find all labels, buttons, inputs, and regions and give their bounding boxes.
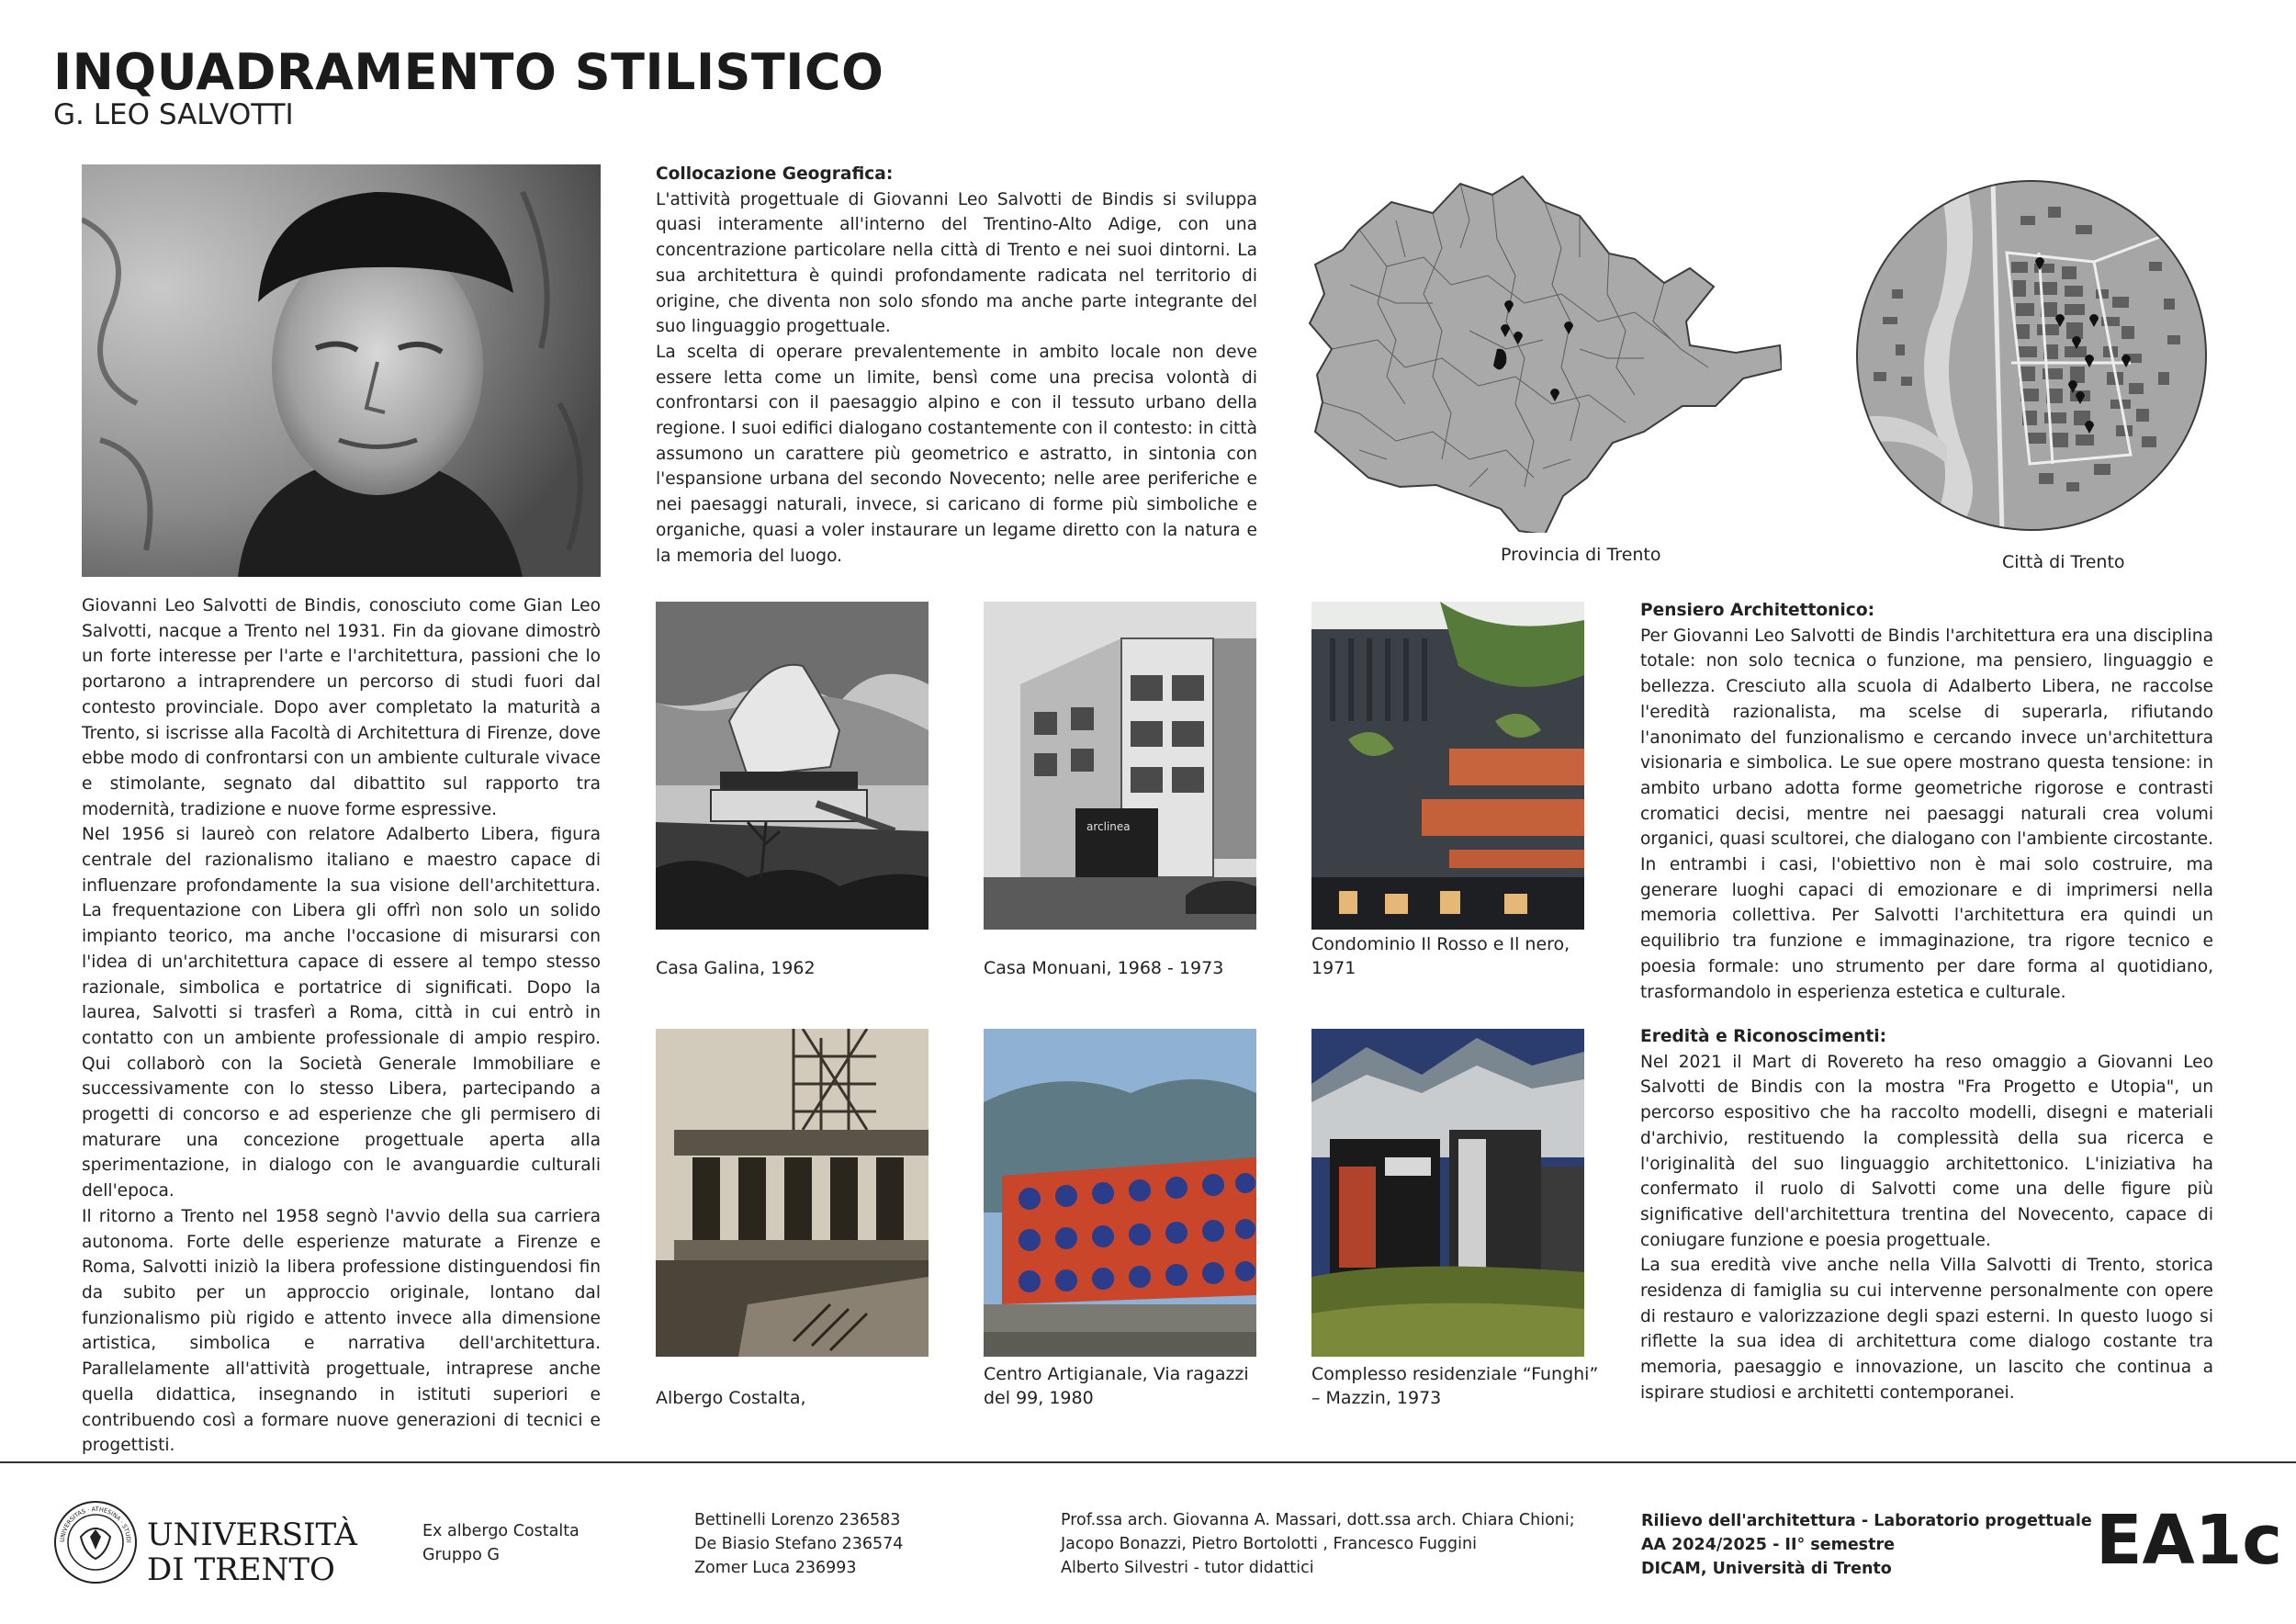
geography-heading: Collocazione Geografica: [656,164,894,184]
course-info [1641,1509,2092,1581]
caption-complesso-funghi: Complesso residenziale “Funghi” – Mazzin, 1973 [1311,1364,1599,1408]
board-code: EA1c [2096,1501,2283,1580]
page-subtitle: G. LEO SALVOTTI [53,98,294,131]
biography-paragraph: Il ritorno a Trento nel 1958 segnò l'avvio della sua carriera autonoma. Forte delle esperienze maturate a Firenze e Roma, Salvotti iniziò la libera professione distinguendosi fin da subito per un approccio originale, lontano dal funzionalismo più rigido e attento invece alla dimensione artistica, simbolica e narrativa dell'architettura. Parallelamente all'attività progettuale, intraprese anche quella didattica, insegnando in istituti superiori e contribuendo così a formare nuove generazioni di tecnici e progettisti. [82,1206,601,1456]
thinking-section [1640,598,2213,1005]
legacy-heading: Eredità e Riconoscimenti: [1640,1027,1887,1046]
tutor-line: Jacopo Bonazzi, Pietro Bortolotti , Francesco Fuggini [1061,1535,1477,1553]
tutor-line: Alberto Silvestri - tutor didattici [1061,1559,1314,1577]
caption-casa-galina: Casa Galina, 1962 [656,958,816,978]
course-line: Rilievo dell'architettura - Laboratorio progettuale [1641,1512,2092,1530]
tutor-line: Prof.ssa arch. Giovanna A. Massari, dott.ssa arch. Chiara Chioni; [1061,1511,1575,1529]
photo-centro-artigianale [984,1029,1256,1357]
portrait-photo [82,164,601,577]
footer-divider [0,1461,2296,1463]
legacy-paragraph: La sua eredità vive anche nella Villa Salvotti di Trento, storica residenza di famiglia su cui intervenne personalmente con opere di restauro e valorizzazione degli spazi esterni. In questo luogo si riflette la sua idea di architettura come dialogo costante tra memoria, paesaggio e innovazione, un lascito che continua a ispirare studiosi e architetti contemporanei. [1640,1256,2213,1403]
student-line: Bettinelli Lorenzo 236583 [694,1511,901,1529]
caption-casa-monuani: Casa Monuani, 1968 - 1973 [984,958,1224,978]
province-map [1304,165,1782,533]
photo-albergo-costalta [656,1029,929,1357]
course-line: DICAM, Università di Trento [1641,1560,1892,1578]
photo-casa-monuani [984,602,1256,930]
province-map-label: Provincia di Trento [1501,545,1661,565]
geography-section [656,162,1257,569]
biography-paragraph: Nel 1956 si laureò con relatore Adalberto Libera, figura centrale del razionalismo italiano e maestro capace di influenzare profondamente la sua visione dell'architettura. La frequentazione con Libera gli offrì non solo un solido impianto teorico, ma anche l'occasione di misurarsi con l'idea di un'architettura capace di essere al tempo stesso razionale, simbolica e portatrice di significati. Dopo la laurea, Salvotti si trasferì a Roma, città in cui entrò in contatto con un ambiente professionale di ampio respiro. Qui collaborò con la Società Generale Immobiliare e successivamente con lo stesso Libera, partecipando a progetti di concorso e ad esperienze che gli permisero di maturare una concezione progettuale aperta alla sperimentazione, in dialogo con le avanguardie culturali dell'epoca. [82,825,601,1201]
university-name [147,1517,357,1587]
thinking-heading: Pensiero Architettonico: [1640,601,1875,620]
caption-albergo-costalta: Albergo Costalta, [656,1388,806,1408]
seal-text: UNIVERSITAS · ATHESINA · STUDI [58,1505,133,1543]
university-name-line: DI TRENTO [147,1551,335,1588]
tutors-list [1061,1508,1575,1580]
biography-text [82,593,601,1459]
caption-condominio-rosso-nero: Condominio Il Rosso e Il nero, 1971 [1311,934,1570,978]
biography-paragraph: Giovanni Leo Salvotti de Bindis, conosciuto come Gian Leo Salvotti, nacque a Trento nel 1931. Fin da giovane dimostrò un forte interesse per l'arte e l'architettura, passioni che lo portarono a intraprendere un percorso di studi fuori dal contesto provinciale. Dopo aver completato la maturità a Trento, si iscrisse alla Facoltà di Architettura di Firenze, dove ebbe modo di confrontarsi con un ambiente culturale vivace e stimolante, segnato dal dibattito sul rapporto tra modernità, tradizione e nuove forme espressive. [82,596,601,819]
project-line: Gruppo G [422,1546,500,1564]
page-title: INQUADRAMENTO STILISTICO [53,43,884,101]
legacy-section [1640,1024,2213,1406]
project-info [422,1519,580,1567]
thinking-paragraph: Per Giovanni Leo Salvotti de Bindis l'architettura era una disciplina totale: non solo tecnica o funzione, ma pensiero, linguaggio e bellezza. Cresciuto alla scuola di Adalberto Libera, ne raccolse l'eredità razionalista, ma scelse di superarla, rifiutando l'anonimato del funzionalismo e cercando invece un'architettura visionaria e simbolica. Le sue opere mostrano questa tensione: in ambito urbano adotta forme geometriche rigorose e contrasti cromatici decisi, mentre nei paesaggi naturali crea volumi organici, quasi scultorei, che dialogano con l'ambiente circostante. In entrambi i casi, l'obiettivo non è mai solo costruire, ma generare luoghi capaci di emozionare e di imprimersi nella memoria collettiva. Per Salvotti l'architettura era quindi un equilibrio tra funzione e immaginazione, tra rigore tecnico e poesia formale: uno strumento per dare forma al quotidiano, trasformandolo in esperienza estetica e culturale. [1640,626,2213,1002]
caption-centro-artigianale: Centro Artigianale, Via ragazzi del 99, 1980 [984,1364,1249,1408]
students-list [694,1508,903,1580]
student-line: De Biasio Stefano 236574 [694,1535,904,1553]
university-seal [53,1500,138,1585]
city-map [1855,179,2209,533]
geography-paragraph: La scelta di operare prevalentemente in ambito locale non deve essere letta come un limite, bensì come una precisa volontà di confrontarsi con il paesaggio alpino e con il tessuto urbano della regione. I suoi edifici dialogano costantemente con il contesto: in città assumono un carattere più geometrico e astratto, in sintonia con l'espansione urbana del secondo Novecento; nelle aree periferiche e nei paesaggi naturali, invece, si caricano di forme più simboliche e organiche, quasi a voler instaurare un legame diretto con la natura e la memoria del luogo. [656,342,1257,566]
university-name-line: UNIVERSITÀ [147,1517,357,1553]
project-line: Ex albergo Costalta [422,1522,580,1540]
student-line: Zomer Luca 236993 [694,1559,857,1577]
legacy-paragraph: Nel 2021 il Mart di Rovereto ha reso omaggio a Giovanni Leo Salvotti de Bindis con la mostra "Fra Progetto e Utopia", un percorso espositivo che ha raccolto modelli, disegni e materiali d'archivio, restituendo la complessità della sua ricerca e l'originalità del suo linguaggio architettonico. L'iniziativa ha confermato il ruolo di Salvotti come una delle figure più significative dell'architettura trentina del Novecento, capace di coniugare funzione e poesia progettuale. [1640,1052,2213,1250]
geography-paragraph: L'attività progettuale di Giovanni Leo Salvotti de Bindis si sviluppa quasi interamente all'interno del Trentino-Alto Adige, con una concentrazione particolare nella città di Trento e nei suoi dintorni. La sua architettura è quindi profondamente radicata nel territorio di origine, che diventa non solo sfondo ma anche parte integrante del suo linguaggio progettuale. [656,189,1257,337]
course-line: AA 2024/2025 - II° semestre [1641,1536,1895,1554]
photo-condominio-rosso-nero [1311,602,1584,930]
city-map-label: Città di Trento [2002,552,2125,572]
photo-casa-galina [656,602,929,930]
photo-complesso-funghi [1311,1029,1584,1357]
photo-sign-text: arclinea [1086,820,1131,833]
